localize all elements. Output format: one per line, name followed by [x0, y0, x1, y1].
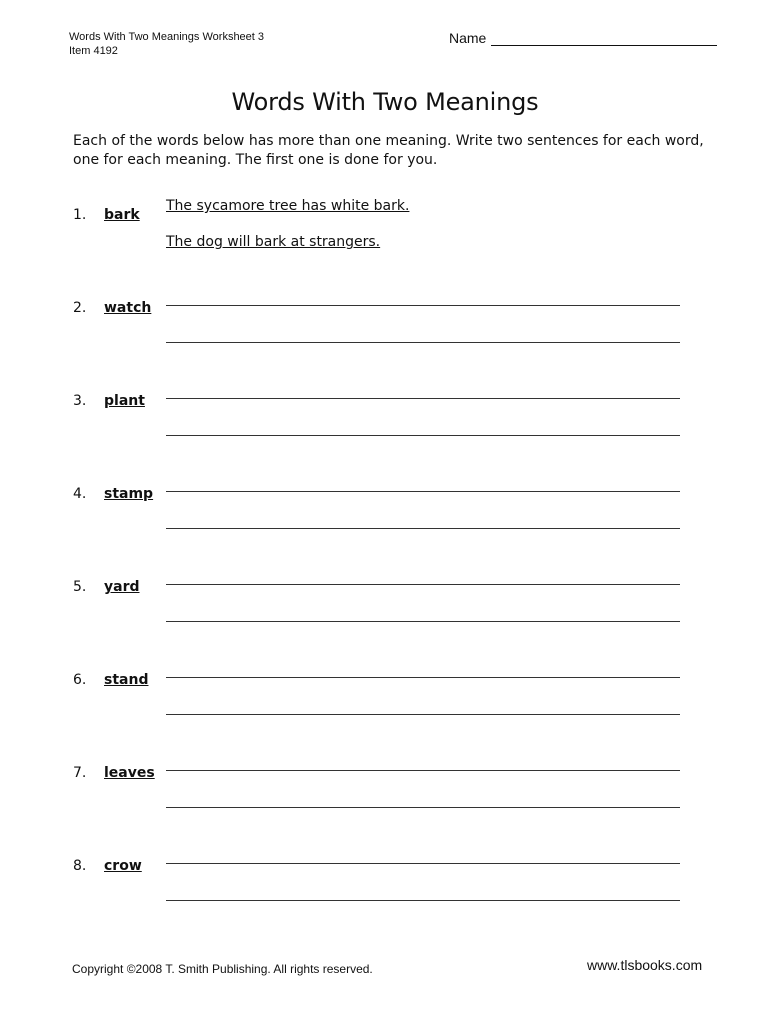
list-item	[0, 486, 770, 546]
name-label: Name	[449, 30, 487, 46]
name-blank-line	[491, 30, 717, 46]
item-word: stand	[104, 672, 149, 688]
answer-line-2[interactable]	[166, 714, 680, 715]
item-word: yard	[104, 579, 140, 595]
list-item	[0, 858, 770, 918]
worksheet-header	[69, 30, 264, 58]
item-number: 5.	[73, 579, 87, 595]
worksheet-title: Words With Two Meanings Worksheet 3	[69, 31, 265, 43]
item-word: leaves	[104, 765, 155, 781]
item-number: 7.	[73, 765, 87, 781]
item-word: plant	[104, 393, 145, 409]
answer-line-1[interactable]	[166, 305, 680, 306]
answer-line-1[interactable]	[166, 584, 680, 585]
example-item	[0, 198, 770, 258]
answer-line-1[interactable]	[166, 677, 680, 678]
answer-line-2[interactable]	[166, 900, 680, 901]
item-number: 3.	[73, 393, 87, 409]
answer-line-1[interactable]	[166, 770, 680, 771]
list-item	[0, 672, 770, 732]
item-word: watch	[104, 300, 152, 316]
item-word: bark	[104, 207, 140, 223]
answer-line-2[interactable]	[166, 807, 680, 808]
item-number: 8.	[73, 858, 87, 874]
item-number: 6.	[73, 672, 87, 688]
page-title: Words With Two Meanings	[231, 88, 539, 116]
example-sentence-2: The dog will bark at strangers.	[166, 234, 381, 250]
copyright-text: Copyright ©2008 T. Smith Publishing. All rights reserved.	[72, 962, 373, 976]
item-number: 2.	[73, 300, 87, 316]
answer-line-1[interactable]	[166, 491, 680, 492]
answer-line-2[interactable]	[166, 435, 680, 436]
list-item	[0, 765, 770, 825]
list-item	[0, 579, 770, 639]
item-word: crow	[104, 858, 142, 874]
item-word: stamp	[104, 486, 154, 502]
list-item	[0, 300, 770, 360]
answer-line-1[interactable]	[166, 863, 680, 864]
answer-line-2[interactable]	[166, 621, 680, 622]
example-sentence-1: The sycamore tree has white bark.	[166, 198, 410, 214]
name-field	[449, 30, 717, 46]
answer-line-1[interactable]	[166, 398, 680, 399]
answer-line-2[interactable]	[166, 342, 680, 343]
list-item	[0, 393, 770, 453]
instructions: Each of the words below has more than one meaning. Write two sentences for each word, one for each meaning. The first one is done for you.	[73, 133, 704, 168]
website-link[interactable]: www.tlsbooks.com	[587, 957, 703, 973]
item-number: Item 4192	[69, 45, 118, 57]
item-number: 1.	[73, 207, 87, 223]
item-number: 4.	[73, 486, 87, 502]
answer-line-2[interactable]	[166, 528, 680, 529]
